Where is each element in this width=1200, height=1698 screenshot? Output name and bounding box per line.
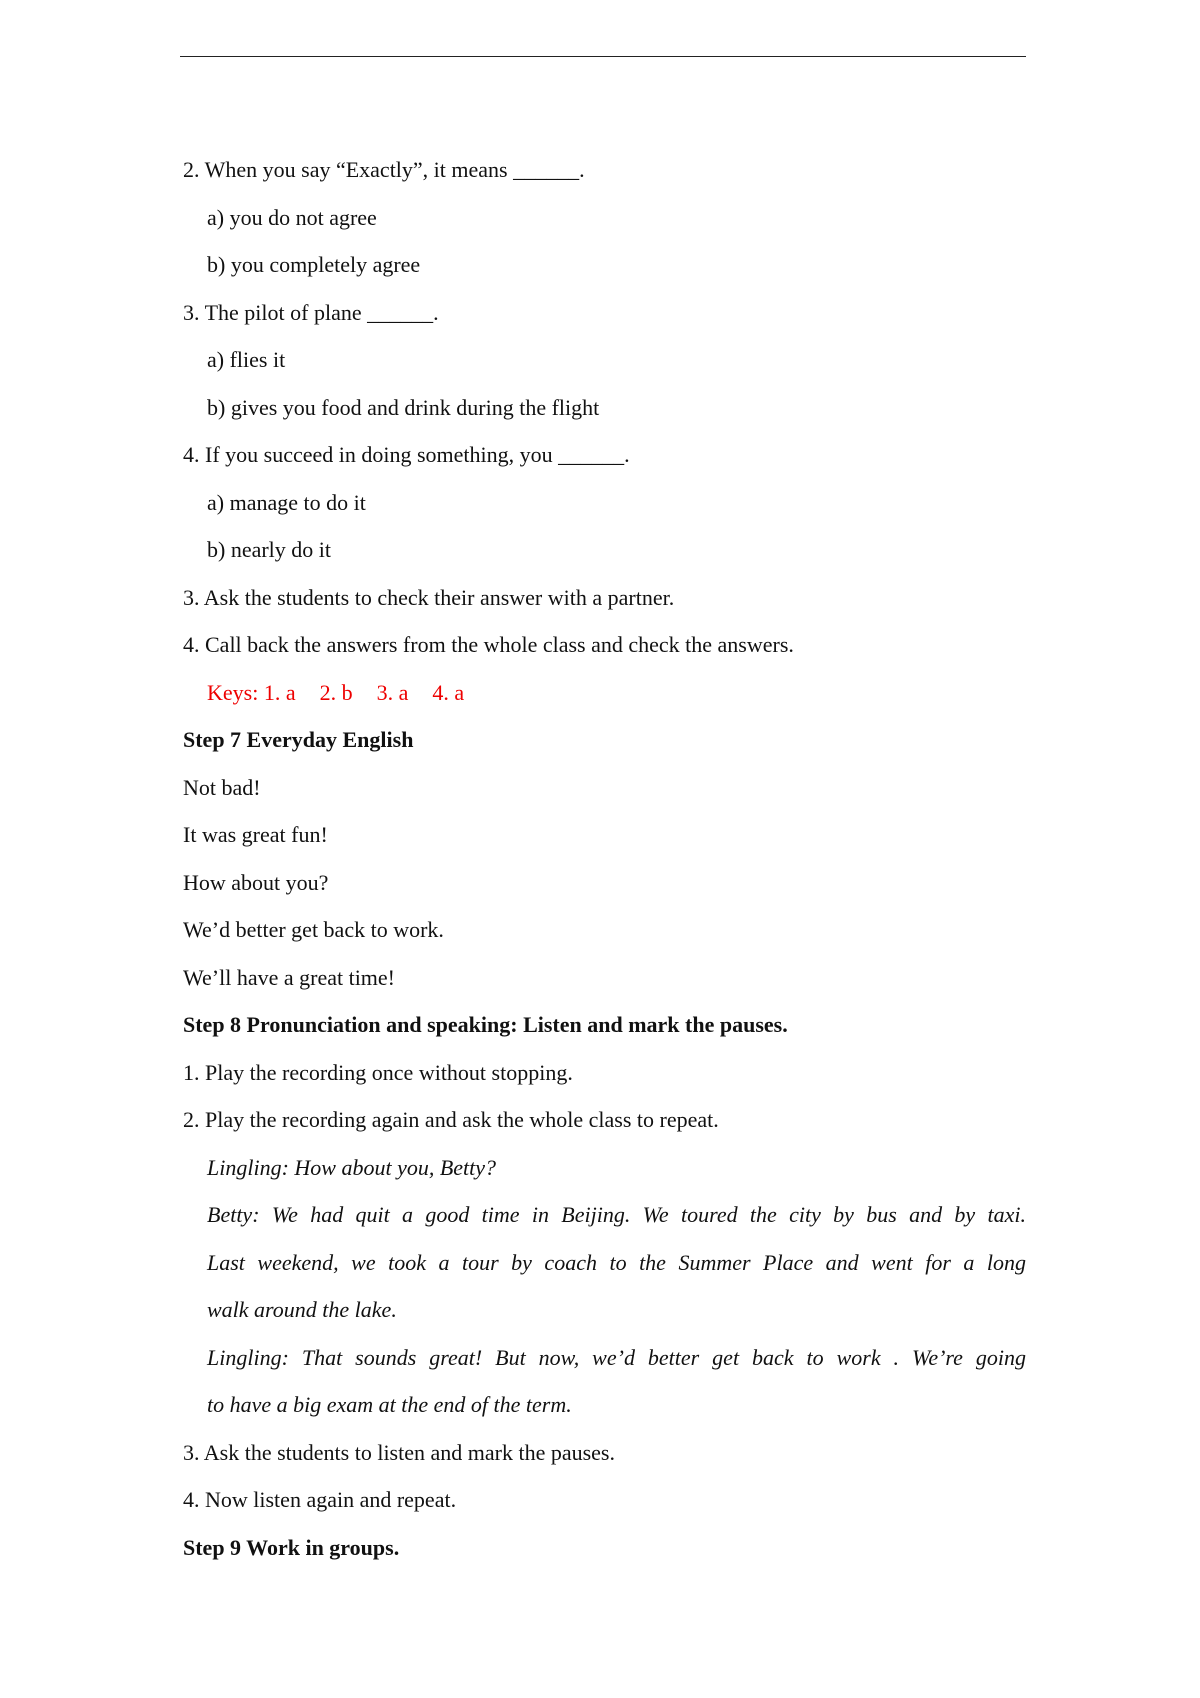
header-rule: [180, 56, 1026, 57]
step8-item-1: 1. Play the recording once without stopping.: [183, 1059, 573, 1085]
dialogue-line: to have a big exam at the end of the term.: [207, 1392, 572, 1417]
dialogue-line: Last weekend, we took a tour by coach to the Summer Place and went for a long: [207, 1249, 1026, 1275]
answer-key-4: 4. a: [432, 679, 465, 705]
question-3-option-b: b) gives you food and drink during the flight: [207, 394, 600, 420]
step8-item-2: 2. Play the recording again and ask the whole class to repeat.: [183, 1107, 719, 1132]
dialogue-line: walk around the lake.: [207, 1297, 397, 1322]
question-2-option-b: b) you completely agree: [207, 252, 421, 277]
question-3-option-a: a) flies it: [207, 347, 286, 372]
question-4-option-a: a) manage to do it: [207, 489, 366, 515]
step7-phrase: We’ll have a great time!: [183, 964, 396, 990]
step8-item-4: 4. Now listen again and repeat.: [183, 1487, 457, 1512]
step7-phrase: Not bad!: [183, 774, 261, 800]
answer-keys: [183, 675, 1026, 723]
answer-key-3: 3. a: [376, 679, 409, 705]
question-2-option-a: a) you do not agree: [207, 204, 377, 230]
dialogue-line: Lingling: That sounds great! But now, we’d better get back to work . We’re going: [207, 1344, 1026, 1370]
step7-phrase: How about you?: [183, 869, 329, 895]
step8-item-3: 3. Ask the students to listen and mark the pauses.: [183, 1439, 615, 1465]
procedure-call-back: 4. Call back the answers from the whole class and check the answers.: [183, 632, 794, 657]
answer-key-1: Keys: 1. a: [207, 679, 296, 705]
question-4-option-b: b) nearly do it: [207, 537, 332, 562]
answer-key-2: 2. b: [319, 679, 353, 705]
question-3: 3. The pilot of plane ______.: [183, 299, 439, 325]
document-body: [183, 152, 1026, 1577]
step7-phrase: We’d better get back to work.: [183, 917, 444, 942]
step7-phrase: It was great fun!: [183, 822, 328, 847]
step7-heading: Step 7 Everyday English: [183, 727, 414, 752]
question-2: 2. When you say “Exactly”, it means ______.: [183, 157, 585, 182]
procedure-check-partner: 3. Ask the students to check their answer with a partner.: [183, 584, 675, 610]
dialogue-line: Lingling: How about you, Betty?: [207, 1154, 497, 1180]
question-4: 4. If you succeed in doing something, you ______.: [183, 442, 630, 467]
dialogue-line: Betty: We had quit a good time in Beijing. We toured the city by bus and by taxi.: [207, 1202, 1026, 1227]
step9-heading: Step 9 Work in groups.: [183, 1534, 400, 1560]
step8-heading: Step 8 Pronunciation and speaking: Listen and mark the pauses.: [183, 1012, 788, 1037]
